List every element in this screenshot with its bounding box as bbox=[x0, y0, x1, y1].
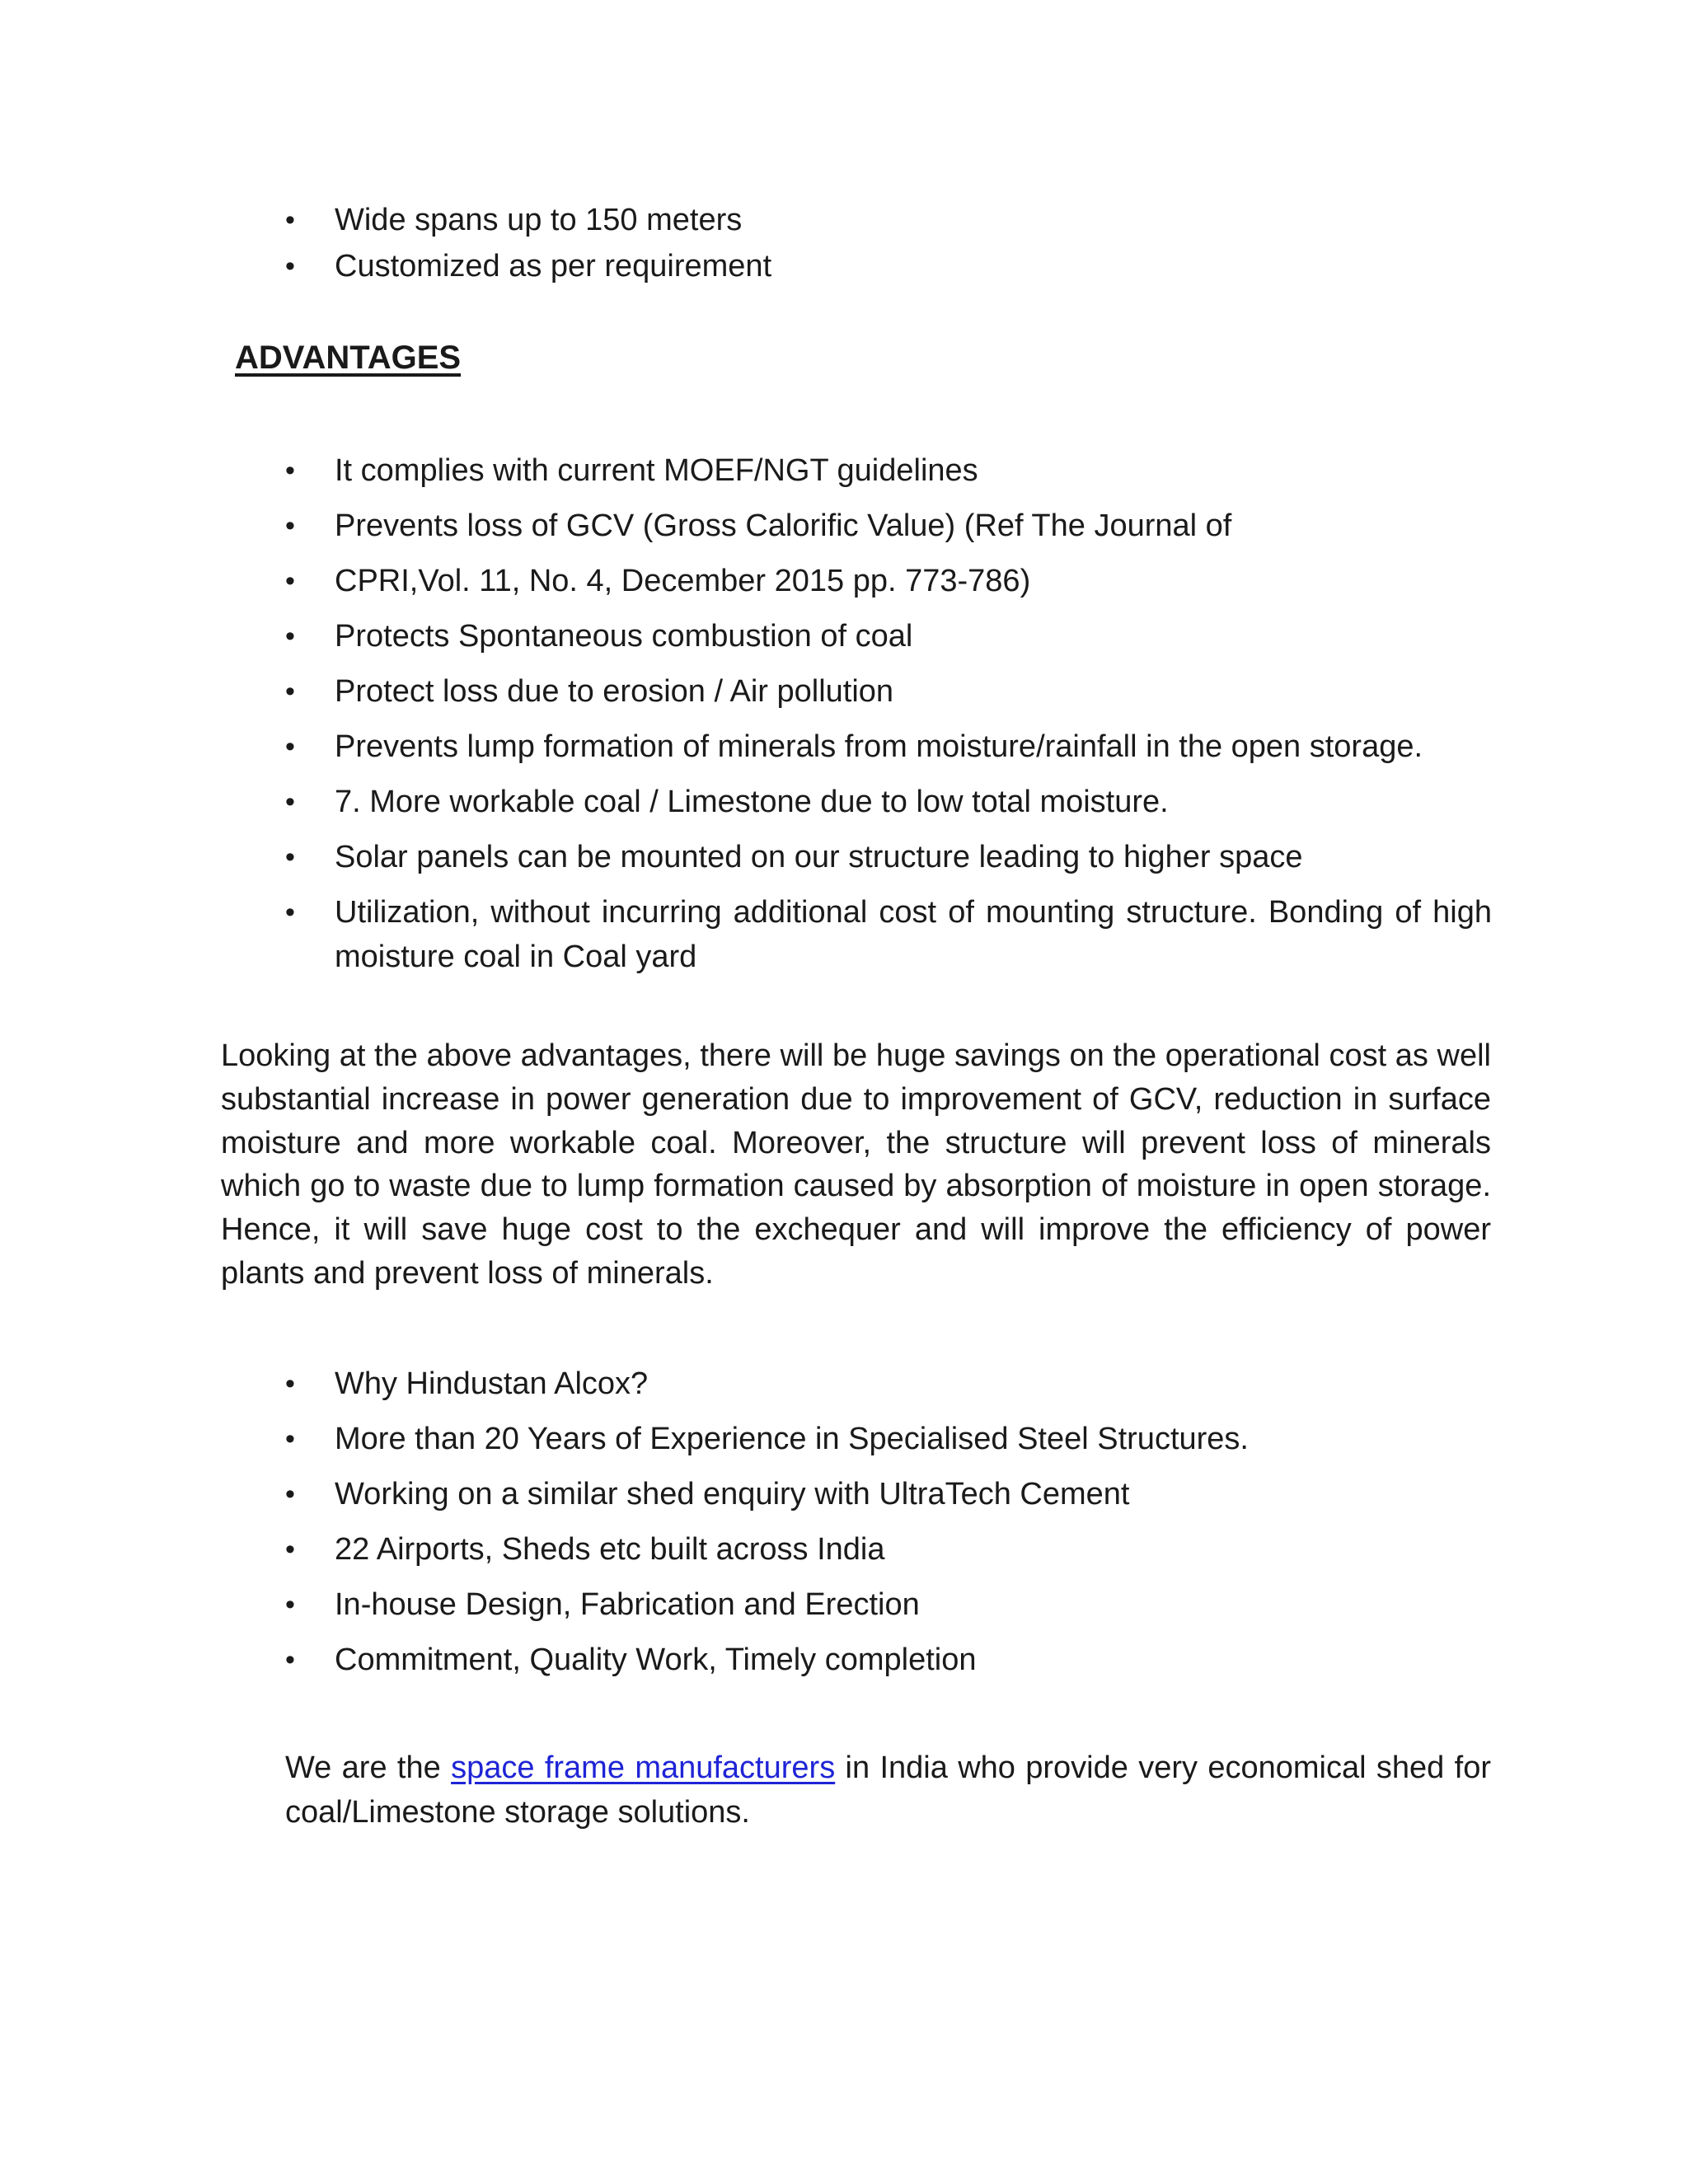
bullet-icon: • bbox=[285, 1368, 295, 1399]
list-item bbox=[0, 448, 1492, 493]
bullet-icon: • bbox=[285, 676, 295, 707]
bullet-icon: • bbox=[285, 1423, 295, 1455]
bullet-icon: • bbox=[285, 510, 295, 541]
list-item-text: Prevents lump formation of minerals from moisture/rainfall in the open storage. bbox=[335, 729, 1423, 764]
list-item bbox=[0, 780, 1492, 824]
list-item-text: 22 Airports, Sheds etc built across India bbox=[335, 1532, 885, 1567]
list-item-text: More than 20 Years of Experience in Specialised Steel Structures. bbox=[335, 1422, 1249, 1456]
bullet-icon: • bbox=[285, 897, 295, 928]
list-item-text: Commitment, Quality Work, Timely completion bbox=[335, 1643, 977, 1677]
list-item-text: Customized as per requirement bbox=[335, 249, 772, 284]
list-item bbox=[0, 1417, 1492, 1461]
list-item bbox=[0, 244, 1492, 290]
list-item bbox=[0, 198, 1492, 244]
bullet-icon: • bbox=[285, 841, 295, 873]
bullet-icon: • bbox=[285, 731, 295, 762]
bullet-icon: • bbox=[285, 565, 295, 597]
list-item bbox=[0, 1638, 1492, 1682]
bullet-icon: • bbox=[285, 1534, 295, 1565]
list-item bbox=[0, 559, 1492, 603]
list-item bbox=[0, 1472, 1492, 1516]
bullet-icon: • bbox=[285, 786, 295, 818]
advantages-list bbox=[0, 448, 1492, 990]
bullet-icon: • bbox=[285, 1644, 295, 1675]
list-item-text: Utilization, without incurring additional cost of mounting structure. Bonding of high moisture coal in Coal yard bbox=[335, 895, 1492, 974]
list-item-text: Protects Spontaneous combustion of coal bbox=[335, 619, 913, 654]
list-item-text: It complies with current MOEF/NGT guidelines bbox=[335, 453, 978, 488]
list-item bbox=[0, 1361, 1492, 1406]
list-item-text: CPRI,Vol. 11, No. 4, December 2015 pp. 773-786) bbox=[335, 564, 1031, 598]
list-item bbox=[0, 669, 1492, 714]
list-item bbox=[0, 890, 1492, 979]
bullet-icon: • bbox=[285, 621, 295, 652]
bullet-icon: • bbox=[285, 1589, 295, 1620]
list-item bbox=[0, 614, 1492, 658]
closing-text-end: in India who provide very economical shed for coal/Limestone storage solutions. bbox=[285, 1750, 1492, 1830]
list-item bbox=[0, 835, 1492, 879]
closing-paragraph bbox=[285, 1746, 1491, 1835]
bullet-icon: • bbox=[285, 1479, 295, 1510]
list-item bbox=[0, 504, 1492, 548]
summary-paragraph: Looking at the above advantages, there will be huge savings on the operational cost as well substantial increase in power generation due to improvement of GCV, reduction in surface moisture and more workable coal. Moreover, the structure will prevent loss of minerals which go to waste due to lump formation caused by absorption of moisture in open storage. Hence, it will save huge cost to the exchequer and will improve the efficiency of power plants and prevent loss of minerals. bbox=[221, 1038, 1491, 1291]
advantages-heading: ADVANTAGES bbox=[235, 340, 462, 376]
list-item-text: In-house Design, Fabrication and Erection bbox=[335, 1587, 920, 1622]
list-item-text: Protect loss due to erosion / Air pollution bbox=[335, 674, 894, 709]
list-item bbox=[0, 724, 1492, 769]
bullet-icon: • bbox=[285, 251, 295, 282]
features-list bbox=[0, 198, 1492, 290]
list-item bbox=[0, 1527, 1492, 1572]
bullet-icon: • bbox=[285, 204, 295, 236]
list-item-text: Solar panels can be mounted on our structure leading to higher space bbox=[335, 840, 1303, 874]
why-list bbox=[0, 1361, 1492, 1693]
list-item-text: Wide spans up to 150 meters bbox=[335, 203, 743, 237]
closing-text-start: We are the bbox=[285, 1750, 452, 1785]
list-item-text: 7. More workable coal / Limestone due to low total moisture. bbox=[335, 785, 1169, 819]
list-item-text: Why Hindustan Alcox? bbox=[335, 1366, 649, 1401]
space-frame-link[interactable]: space frame manufacturers bbox=[451, 1750, 836, 1785]
list-item-text: Working on a similar shed enquiry with UltraTech Cement bbox=[335, 1477, 1130, 1511]
bullet-icon: • bbox=[285, 455, 295, 486]
list-item bbox=[0, 1582, 1492, 1627]
list-item-text: Prevents loss of GCV (Gross Calorific Value) (Ref The Journal of bbox=[335, 509, 1232, 543]
